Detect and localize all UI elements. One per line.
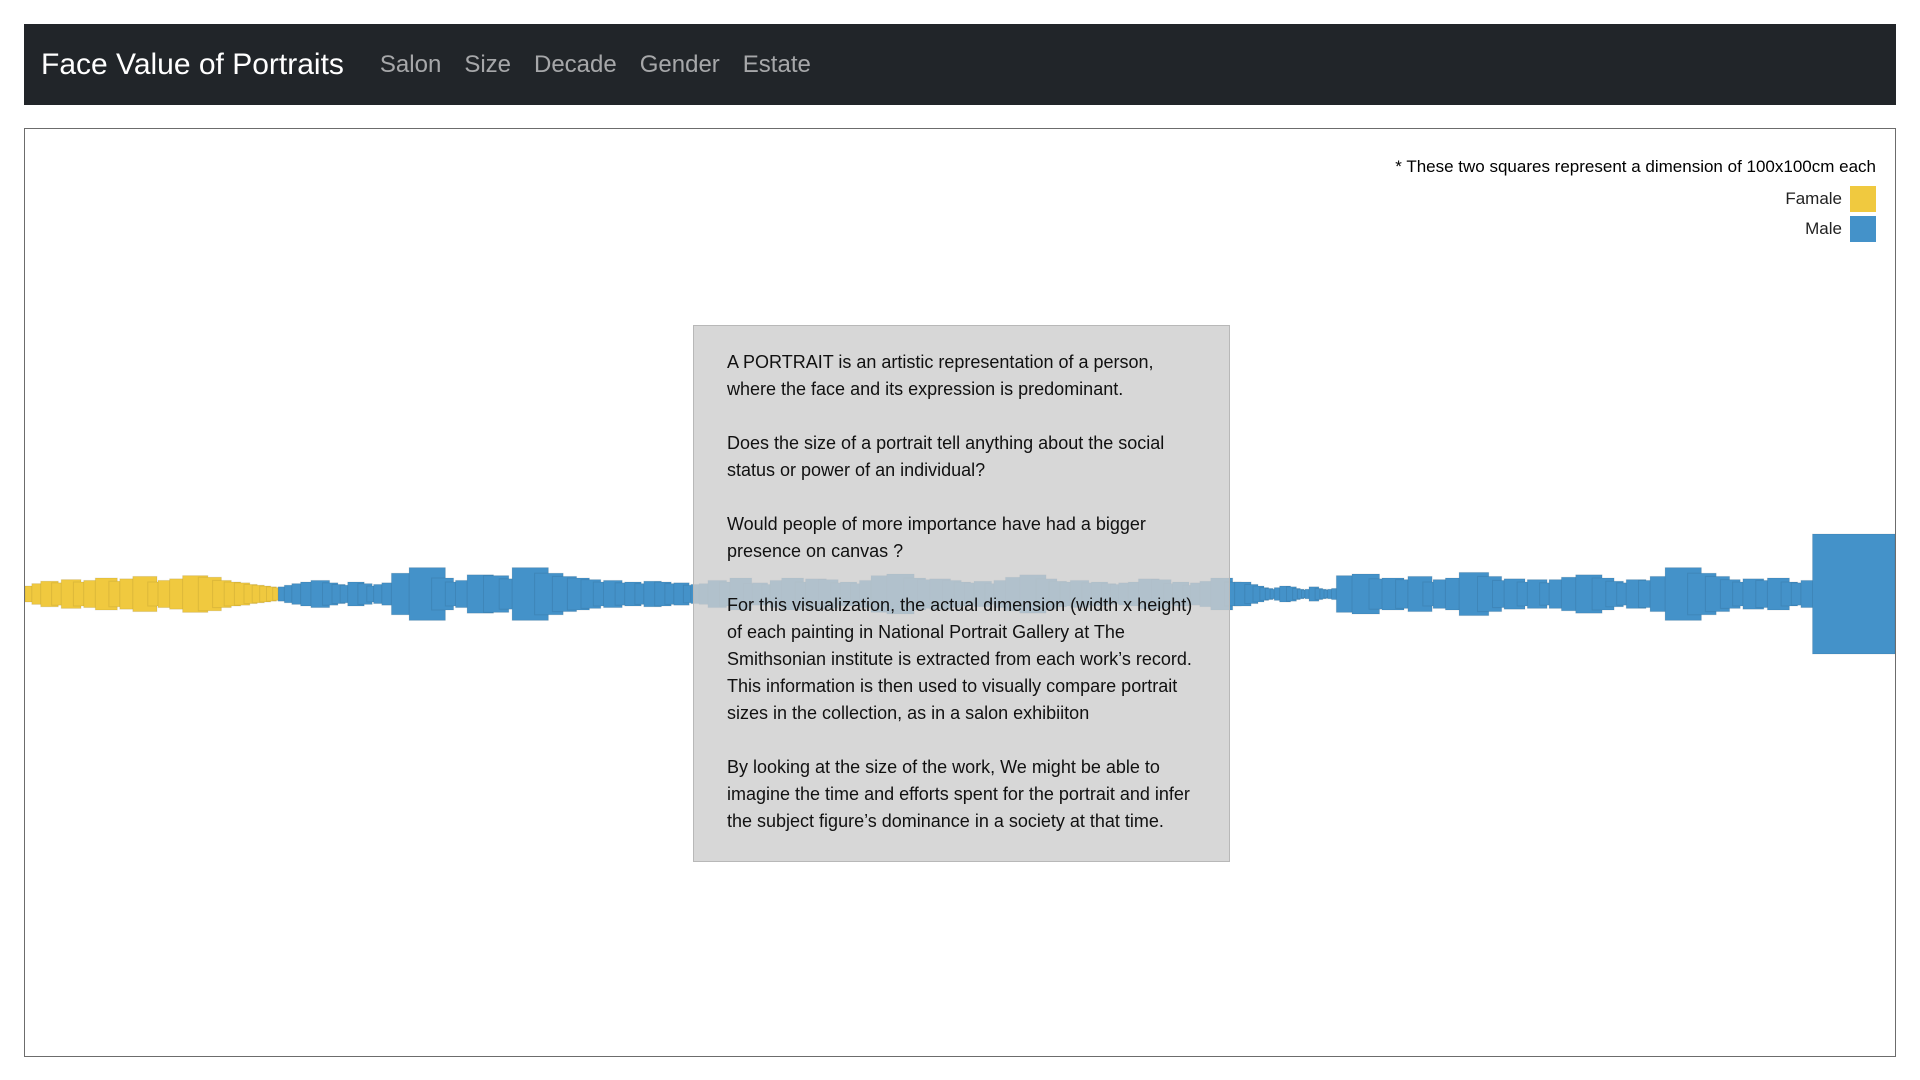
intro-paragraph: By looking at the size of the work, We might be able to imagine the time and efforts spent for the portrait and infer the subject figure’s dominance in a society at that time. bbox=[727, 757, 1190, 831]
portrait-mark[interactable] bbox=[1813, 534, 1896, 654]
legend-swatch-female bbox=[1850, 186, 1876, 212]
legend-item-female bbox=[1785, 186, 1876, 212]
intro-paragraph: A PORTRAIT is an artistic representation of a person, where the face and its expression is predominant. bbox=[727, 352, 1154, 399]
legend-swatch-male bbox=[1850, 216, 1876, 242]
nav-link-estate[interactable]: Estate bbox=[742, 50, 811, 78]
intro-paragraph: For this visualization, the actual dimension (width x height) of each painting in National Portrait Gallery at The Smithsonian institute is extracted from each work’s record. This information is then used to visually compare portrait sizes in the collection, as in a salon exhibiiton bbox=[727, 595, 1193, 723]
nav-link-gender[interactable]: Gender bbox=[639, 50, 720, 78]
legend-label-female: Famale bbox=[1785, 189, 1842, 208]
intro-paragraph: Does the size of a portrait tell anything about the social status or power of an individual? bbox=[727, 433, 1165, 480]
nav-link-decade[interactable]: Decade bbox=[534, 50, 617, 78]
nav-link-size[interactable]: Size bbox=[464, 50, 511, 78]
salon-visualization bbox=[24, 128, 1896, 1057]
intro-text-box bbox=[693, 325, 1230, 862]
legend-label-male: Male bbox=[1805, 219, 1842, 238]
legend-item-male bbox=[1805, 216, 1876, 242]
intro-paragraph: Would people of more importance have had a bigger presence on canvas ? bbox=[727, 514, 1146, 561]
navbar bbox=[24, 24, 1896, 105]
brand-title[interactable]: Face Value of Portraits bbox=[41, 47, 344, 81]
legend-note: * These two squares represent a dimension of 100x100cm each bbox=[1395, 157, 1876, 176]
nav-link-salon[interactable]: Salon bbox=[379, 50, 442, 78]
